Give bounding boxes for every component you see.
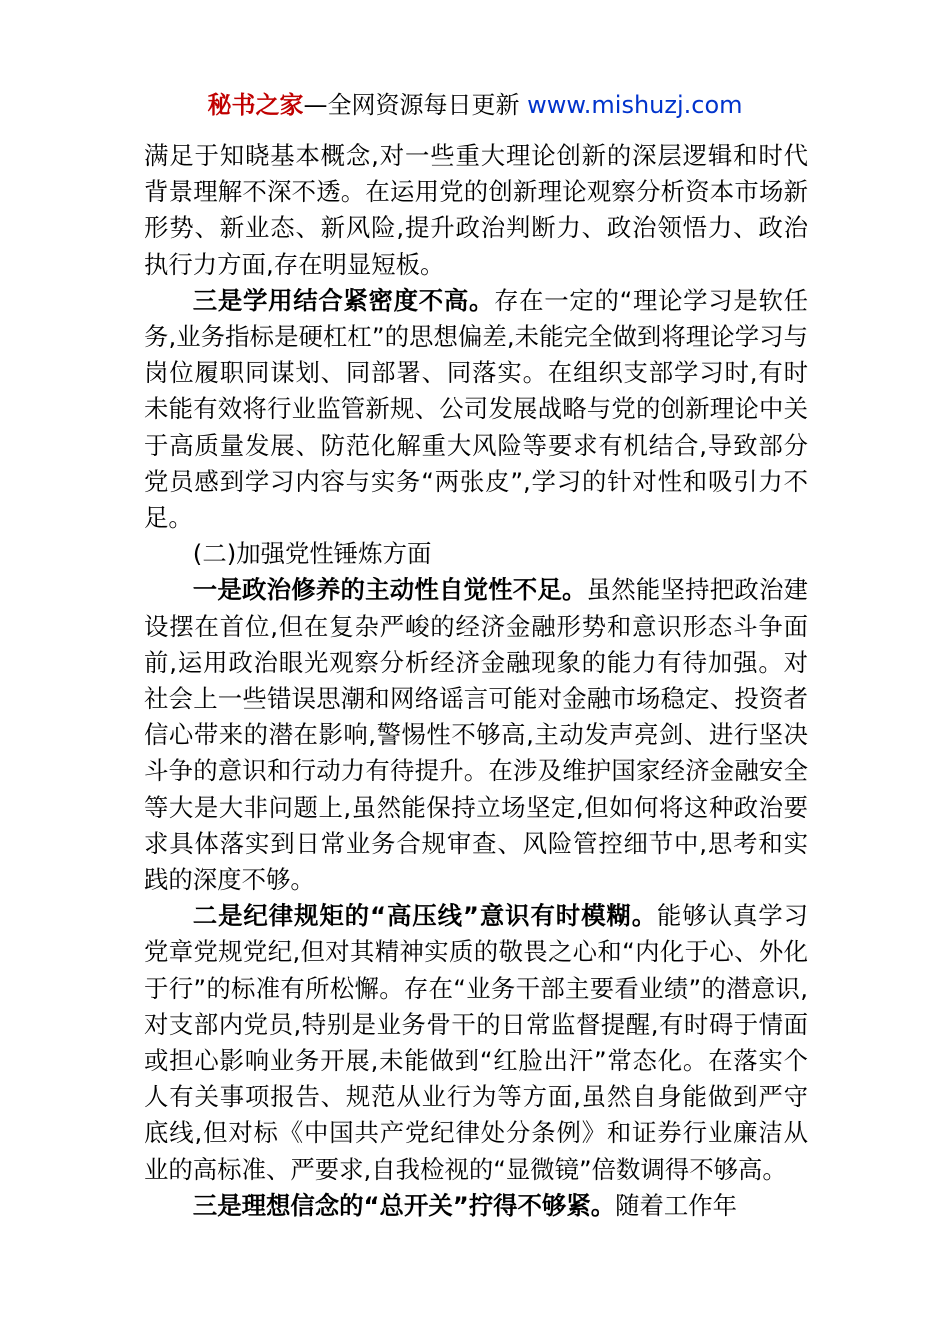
section-heading: [144, 536, 808, 572]
paragraph-1-text: 满足于知晓基本概念,对一些重大理论创新的深层逻辑和时代背景理解不深不透。在运用党的创新理论观察分析资本市场新形势、新业态、新风险,提升政治判断力、政治领悟力、政治执行力方面,存在明显短板。: [144, 141, 808, 279]
paragraph-4: [144, 898, 808, 1188]
header-dash: —: [303, 91, 328, 119]
paragraph-3: [144, 572, 808, 898]
header-brand: 秘书之家: [207, 91, 304, 119]
paragraph-4-text: 能够认真学习党章党规党纪,但对其精神实质的敬畏之心和“内化于心、外化于行”的标准有所松懈。存在“业务干部主要看业绩”的潜意识,对支部内党员,特别是业务骨干的日常监督提醒,有时碍于情面或担心影响业务开展,未能做到“红脸出汗”常态化。在落实个人有关事项报告、规范从业行为等方面,虽然自身能做到严守底线,但对标《中国共产党纪律处分条例》和证券行业廉洁从业的高标准、严要求,自我检视的“显微镜”倍数调得不够高。: [144, 901, 808, 1184]
header-url[interactable]: www.mishuzj.com: [527, 91, 743, 119]
paragraph-3-text: 虽然能坚持把政治建设摆在首位,但在复杂严峻的经济金融形势和意识形态斗争面前,运用政治眼光观察分析经济金融现象的能力有待加强。对社会上一些错误思潮和网络谣言可能对金融市场稳定、投资者信心带来的潜在影响,警惕性不够高,主动发声亮剑、进行坚决斗争的意识和行动力有待提升。在涉及维护国家经济金融安全等大是大非问题上,虽然能保持立场坚定,但如何将这种政治要求具体落实到日常业务合规审查、风险管控细节中,思考和实践的深度不够。: [144, 575, 808, 895]
paragraph-2-text: 存在一定的“理论学习是软任务,业务指标是硬杠杠”的思想偏差,未能完全做到将理论学习与岗位履职同谋划、同部署、同落实。在组织支部学习时,有时未能有效将行业监管新规、公司发展战略与党的创新理论中关于高质量发展、防范化解重大风险等要求有机结合,导致部分党员感到学习内容与实务“两张皮”,学习的针对性和吸引力不足。: [144, 285, 808, 533]
paragraph-3-lead: 一是政治修养的主动性自觉性不足。: [192, 575, 587, 605]
paragraph-2-lead: 三是学用结合紧密度不高。: [192, 285, 495, 315]
document-body: [144, 138, 808, 1224]
paragraph-5: [144, 1188, 808, 1224]
paragraph-2: [144, 283, 808, 536]
section-heading-text: (二)加强党性锤炼方面: [192, 539, 432, 569]
paragraph-5-text: 随着工作年: [615, 1190, 738, 1220]
paragraph-4-lead: 二是纪律规矩的“高压线”意识有时模糊。: [192, 901, 658, 931]
header-tagline: 全网资源每日更新: [327, 91, 528, 119]
paragraph-1: [144, 138, 808, 283]
paragraph-5-lead: 三是理想信念的“总开关”拧得不够紧。: [192, 1190, 616, 1220]
page-header: [0, 88, 950, 122]
